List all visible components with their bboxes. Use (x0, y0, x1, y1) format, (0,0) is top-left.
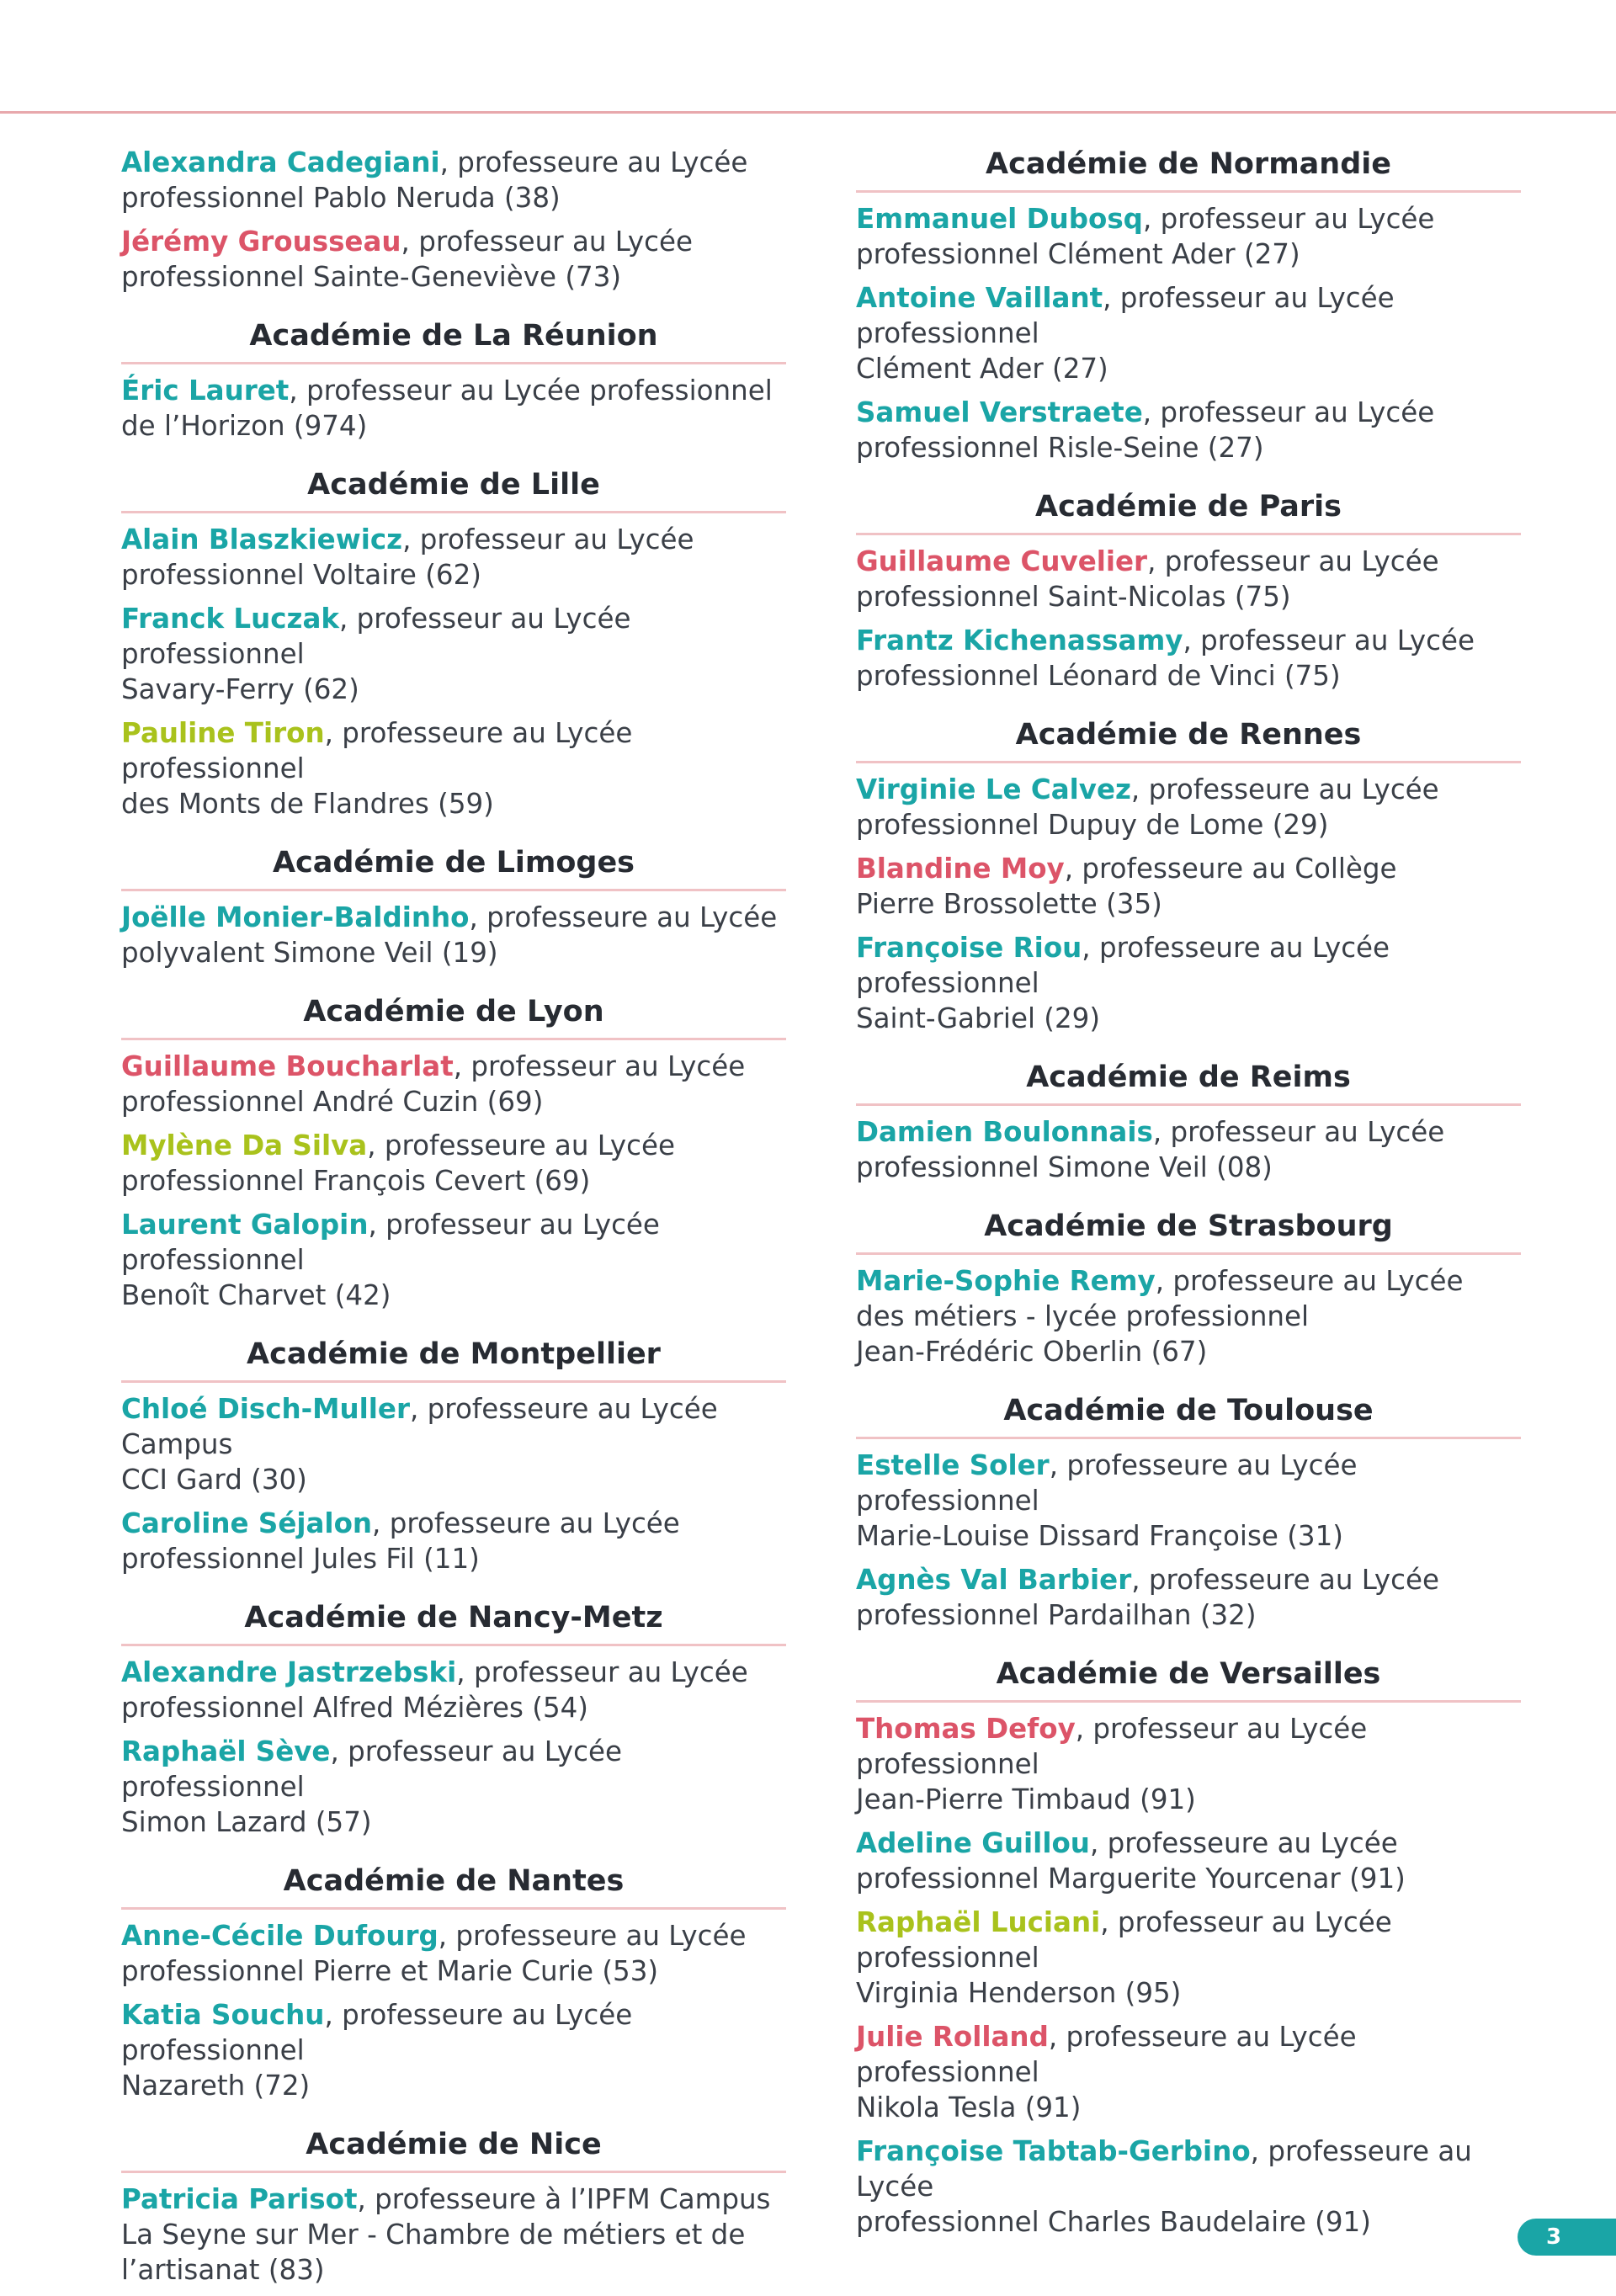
person-role: , professeur au Lycée (1147, 545, 1439, 577)
person-role: , professeur au Lycée (456, 1656, 748, 1688)
person-name: Raphaël Sève (121, 1735, 331, 1767)
person-name: Estelle Soler (856, 1449, 1050, 1481)
person-entry (121, 715, 786, 821)
academy-section (121, 843, 786, 970)
person-entry (121, 1655, 786, 1725)
person-name: Alexandra Cadegiani (121, 146, 440, 178)
person-entry (121, 1918, 786, 1989)
academy-title: Académie de Rennes (856, 715, 1521, 763)
left-column (121, 145, 786, 2296)
person-entry (856, 544, 1521, 614)
person-entry (856, 1905, 1521, 2011)
person-role: , professeure au Lycée professionnel (856, 932, 1390, 999)
person-school: professionnel Simone Veil (08) (856, 1151, 1273, 1183)
academy-section (856, 145, 1521, 465)
person-name: Laurent Galopin (121, 1209, 369, 1241)
person-name: Anne-Cécile Dufourg (121, 1920, 439, 1952)
academy-list (856, 145, 1521, 2240)
person-school: Nazareth (72) (121, 2070, 311, 2102)
person-role: , professeure au Lycée (439, 146, 748, 178)
person-name: Adeline Guillou (856, 1827, 1090, 1859)
academy-section (121, 1862, 786, 2103)
page-number-tab (1518, 2219, 1616, 2256)
person-role: , professeur au Lycée professionnel (856, 282, 1395, 349)
person-role: , professeure au Lycée (438, 1920, 747, 1952)
person-name: Damien Boulonnais (856, 1116, 1153, 1148)
person-name: Françoise Riou (856, 932, 1082, 964)
academy-title: Académie de Nice (121, 2125, 786, 2173)
person-role: , professeure au Lycée (1130, 773, 1439, 805)
person-entry (121, 601, 786, 707)
person-entry (856, 1263, 1521, 1369)
person-role: , professeur au Lycée (453, 1050, 746, 1082)
person-school: professionnel Clément Ader (27) (856, 238, 1300, 270)
person-school: professionnel Risle-Seine (27) (856, 432, 1264, 464)
person-school: des Monts de Flandres (59) (121, 788, 494, 820)
academy-section (121, 1598, 786, 1840)
academy-title: Académie de Nancy-Metz (121, 1598, 786, 1646)
person-entry (856, 1562, 1521, 1633)
person-entry (121, 1128, 786, 1198)
person-role: , professeur au Lycée (1142, 396, 1435, 428)
person-role: , professeure au Lycée (1155, 1265, 1464, 1297)
academy-title: Académie de Toulouse (856, 1391, 1521, 1439)
intro-list (121, 145, 786, 295)
person-entry (121, 1734, 786, 1840)
person-name: Guillaume Cuvelier (856, 545, 1148, 577)
page-number: 3 (1545, 2224, 1562, 2250)
person-name: Chloé Disch-Muller (121, 1393, 410, 1425)
person-role: , professeur au Lycée professionnel (856, 1906, 1392, 1974)
person-role: , professeure au Lycée professionnel (856, 2021, 1357, 2088)
person-name: Julie Rolland (856, 2021, 1049, 2053)
person-school: professionnel Voltaire (62) (121, 559, 481, 591)
person-entry (856, 772, 1521, 842)
academy-section (856, 1655, 1521, 2240)
person-name: Raphaël Luciani (856, 1906, 1101, 1938)
person-entry (856, 1448, 1521, 1554)
person-school: Savary-Ferry (62) (121, 673, 359, 705)
person-school: professionnel François Cevert (69) (121, 1165, 591, 1197)
person-school: des métiers - lycée professionnel (856, 1300, 1310, 1332)
person-role: , professeur au Lycée (1183, 624, 1475, 656)
person-school: professionnel Charles Baudelaire (91) (856, 2206, 1371, 2238)
person-entry (856, 201, 1521, 272)
person-school: CCI Gard (30) (121, 1464, 307, 1496)
person-entry (856, 1711, 1521, 1817)
person-name: Françoise Tabtab-Gerbino (856, 2135, 1251, 2167)
person-name: Samuel Verstraete (856, 396, 1143, 428)
person-role: , professeur au Lycée professionnel (121, 603, 631, 670)
academy-section (121, 2125, 786, 2288)
person-entry (121, 2182, 786, 2288)
person-role: , professeur au Lycée professionnel (289, 375, 773, 407)
person-role: , professeur au Lycée (1152, 1116, 1445, 1148)
person-name: Jérémy Grousseau (121, 226, 401, 258)
person-role: , professeure au Lycée (1131, 1564, 1439, 1596)
person-school-continued: Jean-Frédéric Oberlin (67) (856, 1336, 1208, 1368)
person-role: , professeur au Lycée professionnel (121, 1735, 622, 1803)
person-name: Caroline Séjalon (121, 1507, 373, 1539)
person-entry (121, 1506, 786, 1576)
academy-title: Académie de Strasbourg (856, 1207, 1521, 1255)
person-school: professionnel Léonard de Vinci (75) (856, 660, 1341, 692)
person-entry (856, 280, 1521, 386)
academy-title: Académie de Limoges (121, 843, 786, 891)
person-role: , professeure au Lycée professionnel (121, 1999, 633, 2066)
person-name: Alain Blaszkiewicz (121, 524, 403, 555)
person-role: , professeur au Lycée (402, 524, 694, 555)
person-role: , professeur au Lycée (1142, 203, 1435, 235)
person-name: Pauline Tiron (121, 717, 325, 749)
person-role: , professeure à l’IPFM Campus (357, 2183, 771, 2215)
person-school: Benoît Charvet (42) (121, 1279, 391, 1311)
academy-section (121, 465, 786, 821)
person-name: Antoine Vaillant (856, 282, 1103, 314)
person-entry (121, 900, 786, 970)
person-role: , professeure au Lycée (469, 901, 778, 933)
person-name: Thomas Defoy (856, 1713, 1076, 1745)
person-entry (121, 522, 786, 593)
person-school: professionnel Alfred Mézières (54) (121, 1692, 588, 1724)
person-name: Guillaume Boucharlat (121, 1050, 454, 1082)
person-role: , professeure au Lycée Campus (121, 1393, 718, 1460)
person-role: , professeure au Lycée (1089, 1827, 1398, 1859)
person-role: , professeure au Lycée professionnel (856, 1449, 1358, 1517)
academy-title: Académie de Lille (121, 465, 786, 513)
person-entry (856, 395, 1521, 465)
academy-section (121, 316, 786, 444)
person-role: , professeure au Collège (1064, 853, 1397, 885)
academy-section (856, 487, 1521, 694)
person-role: , professeure au Lycée (367, 1129, 675, 1161)
person-name: Katia Souchu (121, 1999, 325, 2031)
person-school: professionnel Dupuy de Lome (29) (856, 809, 1329, 841)
person-school: professionnel Pierre et Marie Curie (53) (121, 1955, 659, 1987)
academy-section (856, 1058, 1521, 1185)
person-school: Marie-Louise Dissard Françoise (31) (856, 1520, 1343, 1552)
person-school: Simon Lazard (57) (121, 1806, 372, 1838)
academy-section (856, 715, 1521, 1036)
person-name: Virginie Le Calvez (856, 773, 1131, 805)
person-school: Saint-Gabriel (29) (856, 1002, 1101, 1034)
academy-list (121, 316, 786, 2288)
academy-section (121, 992, 786, 1313)
academy-section (856, 1207, 1521, 1369)
person-entry (121, 373, 786, 444)
person-school: professionnel Pardailhan (32) (856, 1599, 1257, 1631)
person-school: Virginia Henderson (95) (856, 1977, 1182, 2009)
person-name: Emmanuel Dubosq (856, 203, 1143, 235)
person-school: de l’Horizon (974) (121, 410, 368, 442)
person-role: , professeure au Lycée (856, 2135, 1472, 2203)
person-role: , professeur au Lycée professionnel (121, 1209, 660, 1276)
person-role: , professeur au Lycée (401, 226, 694, 258)
person-name: Patricia Parisot (121, 2183, 358, 2215)
person-entry (121, 1997, 786, 2103)
person-name: Éric Lauret (121, 375, 290, 407)
person-entry (121, 1391, 786, 1497)
top-divider (0, 111, 1616, 114)
academy-title: Académie de Normandie (856, 145, 1521, 193)
person-role: , professeure au Lycée professionnel (121, 717, 633, 784)
person-entry (856, 851, 1521, 922)
person-school: professionnel Jules Fil (11) (121, 1543, 480, 1575)
academy-title: Académie de Versailles (856, 1655, 1521, 1703)
person-school: La Seyne sur Mer - Chambre de métiers et de (121, 2219, 746, 2251)
person-entry (856, 2134, 1521, 2240)
person-school: professionnel Pablo Neruda (38) (121, 182, 561, 214)
academy-title: Académie de La Réunion (121, 316, 786, 364)
right-column (856, 145, 1521, 2248)
person-name: Blandine Moy (856, 853, 1065, 885)
academy-title: Académie de Montpellier (121, 1335, 786, 1383)
person-school: professionnel Marguerite Yourcenar (91) (856, 1863, 1406, 1895)
person-school: Pierre Brossolette (35) (856, 888, 1162, 920)
person-school: Clément Ader (27) (856, 353, 1108, 385)
person-name: Mylène Da Silva (121, 1129, 368, 1161)
person-entry (121, 1049, 786, 1119)
academy-title: Académie de Nantes (121, 1862, 786, 1910)
person-entry (856, 1826, 1521, 1896)
person-name: Agnès Val Barbier (856, 1564, 1132, 1596)
person-school-continued: l’artisanat (83) (121, 2254, 325, 2286)
person-school: professionnel Sainte-Geneviève (73) (121, 261, 622, 293)
academy-section (856, 1391, 1521, 1633)
person-entry (121, 145, 786, 215)
person-entry (121, 1207, 786, 1313)
person-school: professionnel André Cuzin (69) (121, 1086, 544, 1118)
academy-section (121, 1335, 786, 1576)
person-name: Franck Luczak (121, 603, 339, 635)
person-role: , professeure au Lycée (372, 1507, 680, 1539)
person-school: polyvalent Simone Veil (19) (121, 937, 498, 969)
person-name: Joëlle Monier-Baldinho (121, 901, 470, 933)
academy-title: Académie de Reims (856, 1058, 1521, 1106)
academy-title: Académie de Paris (856, 487, 1521, 535)
academy-title: Académie de Lyon (121, 992, 786, 1040)
person-entry (856, 1114, 1521, 1185)
person-entry (856, 930, 1521, 1036)
person-entry (856, 2019, 1521, 2125)
person-school: professionnel Saint-Nicolas (75) (856, 581, 1291, 613)
person-role: , professeur au Lycée professionnel (856, 1713, 1368, 1780)
person-entry (856, 623, 1521, 694)
person-name: Alexandre Jastrzebski (121, 1656, 457, 1688)
person-school: Nikola Tesla (91) (856, 2091, 1082, 2123)
person-school: Jean-Pierre Timbaud (91) (856, 1783, 1196, 1815)
person-name: Marie-Sophie Remy (856, 1265, 1156, 1297)
person-entry (121, 224, 786, 295)
person-name: Frantz Kichenassamy (856, 624, 1183, 656)
